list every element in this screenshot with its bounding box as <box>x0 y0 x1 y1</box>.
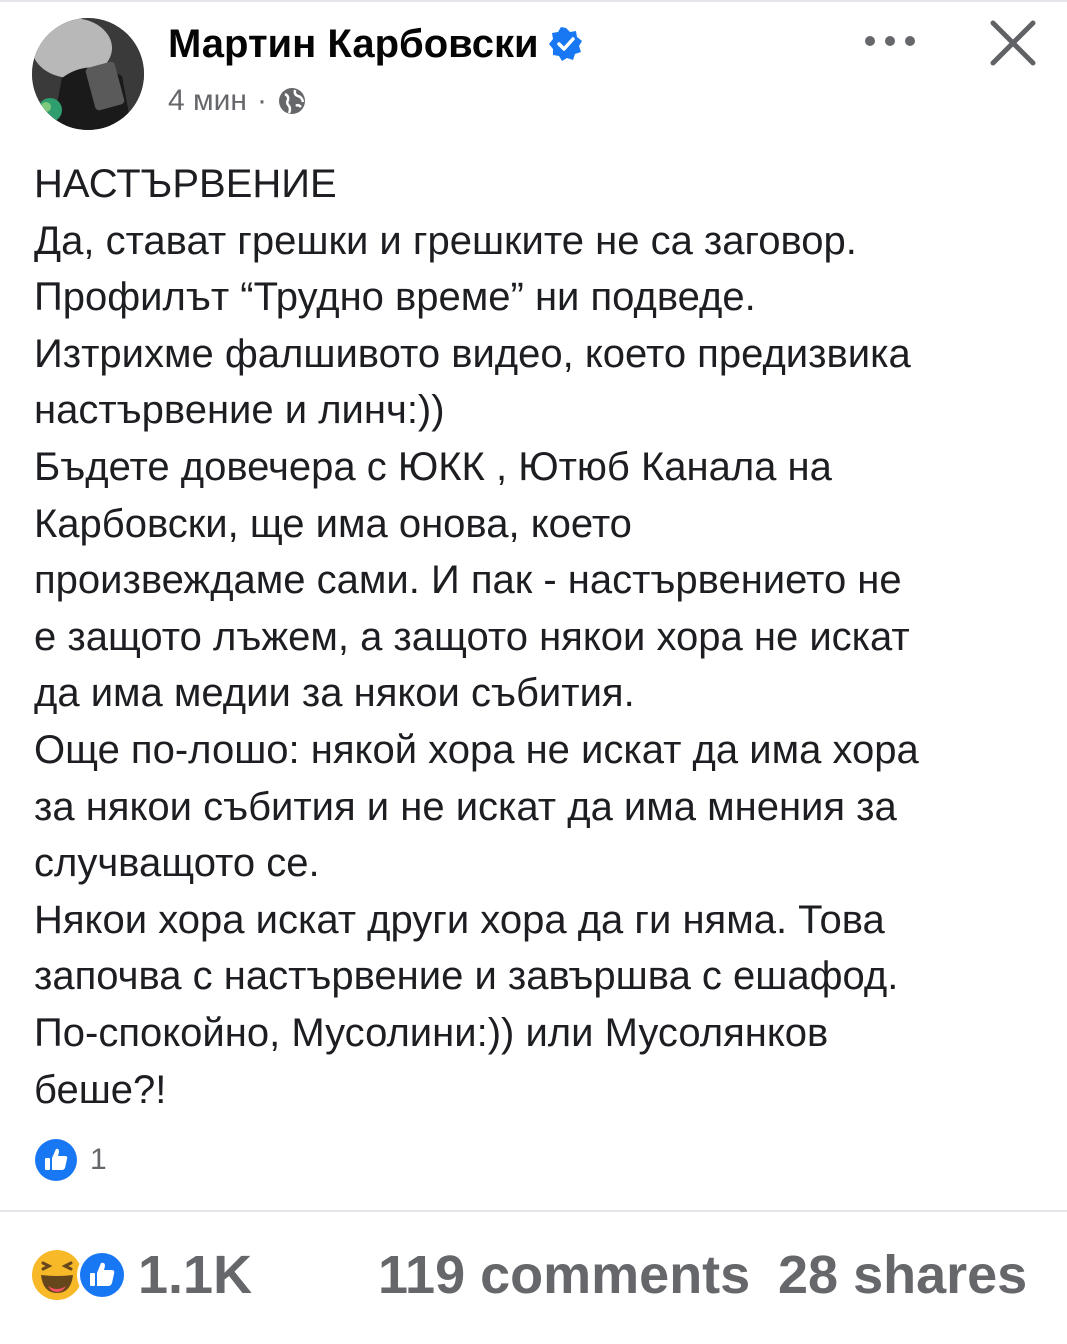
like-reaction-icon <box>34 1138 78 1182</box>
post-text-line: произвеждаме сами. И пак - настървението не <box>34 558 902 603</box>
reaction-icons[interactable] <box>30 1248 130 1302</box>
post-text-line: НАСТЪРВЕНИЕ <box>34 162 337 206</box>
divider <box>0 1210 1067 1212</box>
post-text-line: да има медии за някои събития. <box>34 671 635 716</box>
post-text-line: настървение и линч:)) <box>34 388 445 433</box>
verified-badge-icon <box>549 27 583 61</box>
like-reaction-icon <box>77 1250 127 1300</box>
post-text-line: Профилът “Трудно време” ни подведе. <box>34 275 756 320</box>
post-text-line: Още по-лошо: някой хора не искат да има хора <box>34 727 919 772</box>
more-horizontal-icon <box>858 31 922 51</box>
post-text-line: беше?! <box>34 1067 167 1112</box>
close-icon <box>988 18 1038 68</box>
post-footer <box>30 1240 1040 1310</box>
haha-reaction-icon <box>32 1250 82 1300</box>
post-time[interactable]: 4 мин <box>168 84 247 117</box>
post-meta <box>168 82 307 120</box>
globe-icon <box>277 86 307 116</box>
post-text-line: Да, стават грешки и грешките не са заговор. <box>34 218 857 263</box>
reaction-total[interactable]: 1.1K <box>138 1245 253 1305</box>
post-text-line: е защото лъжем, а защото някои хора не искат <box>34 614 910 659</box>
post-text-line: Карбовски, ще има онова, което <box>34 501 632 546</box>
top-border <box>0 0 1067 2</box>
post-text-line: за някои събития и не искат да има мнения за <box>34 784 897 829</box>
avatar-image <box>32 18 144 130</box>
comments-count[interactable]: 119 comments <box>378 1245 751 1305</box>
author-name-row <box>168 20 583 68</box>
close-button[interactable] <box>984 14 1042 72</box>
post-text-line: Някои хора искат други хора да ги няма. Това <box>34 897 885 942</box>
more-options-button[interactable] <box>858 26 922 56</box>
post-text-line: започва с настървение и завършва с ешафод. <box>34 954 899 999</box>
author-name[interactable]: Мартин Карбовски <box>168 22 539 66</box>
post-text-line: По-спокойно, Мусолини:)) или Мусолянков <box>34 1010 829 1055</box>
shares-count[interactable]: 28 shares <box>778 1245 1028 1305</box>
author-avatar[interactable] <box>32 18 144 130</box>
post-text-line: Изтрихме фалшивото видео, което предизвика <box>34 331 911 376</box>
post-text <box>34 156 1044 1118</box>
post-text-line: случващото се. <box>34 841 320 886</box>
inline-reactions[interactable] <box>34 1138 107 1182</box>
post-text-line: Бъдете довечера с ЮКК , Ютюб Канала на <box>34 444 832 489</box>
meta-separator: · <box>256 84 267 117</box>
inline-reaction-count: 1 <box>90 1143 107 1176</box>
